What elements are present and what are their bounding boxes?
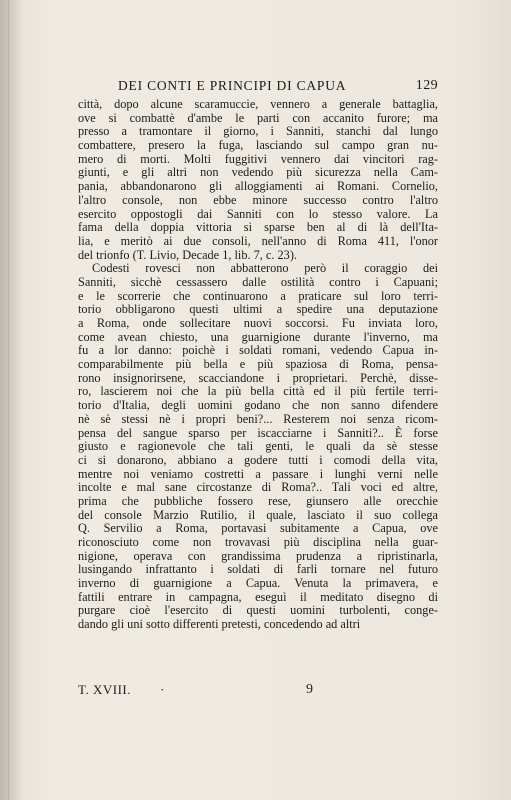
- text-line: Codesti rovesci non abbatterono però il coraggio dei: [92, 261, 438, 276]
- page-number: 129: [415, 78, 438, 93]
- text-line: combattere, presero la fuga, lasciando sul campo gran nu-: [78, 138, 438, 153]
- text-line: Sanniti, sicchè cessassero dalle ostilità contro i Capuani;: [78, 274, 438, 289]
- text-line: riconosciuto come non trovavasi più disciplina nella guar-: [78, 535, 438, 549]
- text-line: città, dopo alcune scaramuccie, vennero a generale battaglia,: [78, 97, 438, 111]
- text-line: ro, lascierem noi che la più bella città ed il più fertile terri-: [78, 384, 438, 399]
- text-line: ove si combattè d'ambe le parti con accanito furore; ma: [78, 110, 438, 125]
- text-line: del trionfo (T. Livio, Decade 1, lib. 7, c. 23).: [78, 247, 298, 262]
- text-line: pania, abbandonarono gli alloggiamenti ai Romani. Cornelio,: [78, 179, 438, 194]
- running-header: [78, 78, 438, 98]
- book-gutter: [0, 0, 22, 800]
- text-line: purgare cioè l'esercito di questi uomini turbolenti, conge-: [78, 603, 438, 618]
- text-line: torio obbligarono questi ultimi a spedire una deputazione: [78, 302, 438, 317]
- text-line: giunti, e gli altri non vedendo più sicurezza nella Cam-: [78, 165, 438, 180]
- text-line: nè sè stessi nè i propri beni?... Resterem noi senza ricom-: [78, 411, 438, 426]
- text-line: l'altro console, non ebbe minore successo contro l'altro: [78, 192, 438, 207]
- gathering-folio: 9: [306, 682, 313, 697]
- text-line: incolte e mal sane circostanze di Roma?.. Tali voci ed altre,: [78, 480, 438, 495]
- text-line: ci si donarono, abbiano a godere tutti i comodi della vita,: [78, 452, 438, 467]
- text-line: rono insignorirsene, scacciandone i proprietari. Perchè, disse-: [78, 370, 438, 385]
- text-line: giusto e ragionevole che tali genti, le quali da sè stesse: [78, 439, 438, 454]
- signature-dot: ·: [160, 682, 165, 697]
- body-text: [78, 98, 438, 632]
- text-line: dando gli uni sotto differenti pretesti, concedendo ad altri: [78, 617, 361, 632]
- text-line: lia, e meritò ai due consoli, nell'anno di Roma 411, l'onor: [78, 233, 438, 248]
- text-line: fama della doppia vittoria si sparse ben al di là dell'Ita-: [78, 220, 438, 235]
- book-page: [78, 78, 438, 632]
- text-line: comparabilmente più bella e più spaziosa di Roma, pensa-: [78, 357, 438, 372]
- text-line: nigione, operava con grandissima prudenza a ripristinarla,: [78, 548, 438, 563]
- gutter-edge: [8, 0, 9, 800]
- text-line: presso a tramontare il giorno, i Sanniti, stanchi dal lungo: [78, 124, 438, 139]
- text-line: prima che pubbliche fossero rese, giunsero alle orecchie: [78, 493, 438, 508]
- text-line: mero di morti. Molti fuggitivi vennero dai vincitori rag-: [78, 151, 438, 166]
- text-line: fu a lor danno: poichè i soldati romani, vedendo Capua in-: [78, 343, 438, 358]
- text-line: pensa del sangue sparso per iscacciarne i Sanniti?.. È forse: [78, 425, 438, 440]
- text-line: a Roma, onde sollecitare nuovi soccorsi. Fu inviata loro,: [78, 316, 438, 330]
- page-footer: [78, 682, 438, 700]
- running-title: DEI CONTI E PRINCIPI DI CAPUA: [118, 78, 347, 93]
- text-line: fattili entrare in campagna, eseguì il meditato disegno di: [78, 589, 438, 604]
- text-line: Q. Servilio a Roma, portavasi subitamente a Capua, ove: [78, 521, 438, 536]
- text-line: mentre noi veniamo costretti a passare i lunghi verni nelle: [78, 466, 438, 481]
- text-line: come avean chiesto, una guarnigione durante l'inverno, ma: [78, 329, 438, 344]
- text-line: inverno di guarnigione a Capua. Venuta la primavera, e: [78, 576, 438, 591]
- signature-mark: T. XVIII.: [78, 682, 131, 697]
- text-line: torio d'Italia, degli uomini godano che non sanno difendere: [78, 398, 438, 413]
- text-line: del console Marzio Rutilio, il quale, lasciato il suo collega: [78, 507, 438, 522]
- text-line: e le scorrerie che continuarono a praticare sul loro terri-: [78, 288, 438, 303]
- text-line: esercito oppostogli dai Sanniti con lo stesso valore. La: [78, 206, 438, 221]
- text-line: lusingando infrattanto i soldati di farli tornare nel futuro: [78, 562, 438, 577]
